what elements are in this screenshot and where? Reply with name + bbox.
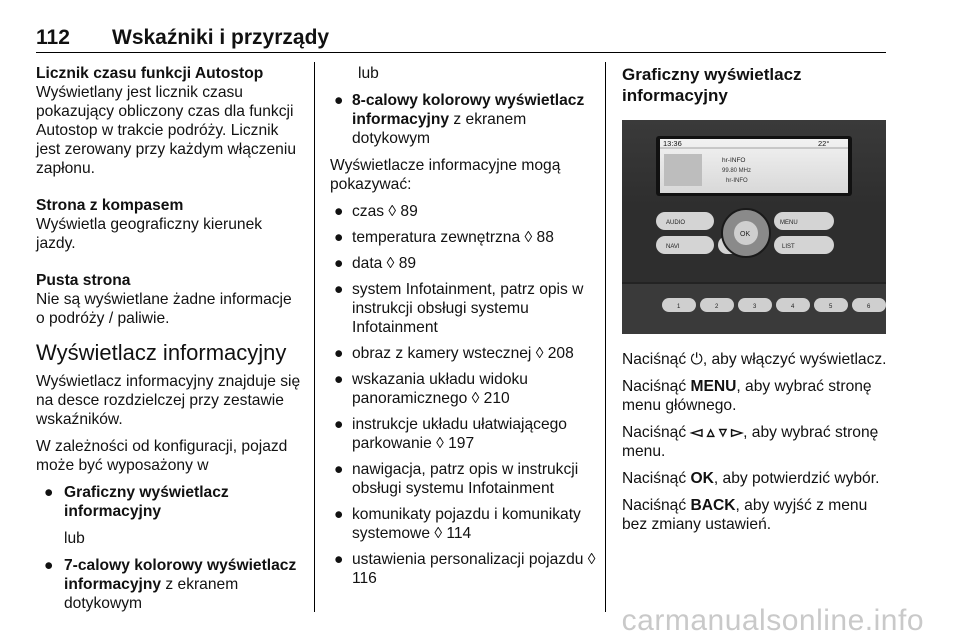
dashboard-illustration — [622, 120, 886, 334]
list-item: ● wskazania układu widoku panoramicznego ◊ 210 — [334, 371, 528, 407]
list-item: ● czas ◊ 89 — [334, 203, 418, 220]
display-capabilities-intro: Wyświetlacze informacyjne mogą pokazywać: — [330, 157, 561, 193]
arrow-keys-icon: ◅ ▵ ▿ ▻ — [690, 424, 744, 441]
or-text: lub — [358, 65, 379, 82]
autostop-heading: Licznik czasu funkcji Autostop — [36, 65, 264, 82]
info-display-variants-intro: W zależności od konfiguracji, pojazd może być wyposażony w — [36, 438, 288, 474]
page-title: Wskaźniki i przyrządy — [112, 26, 330, 49]
column-divider-1 — [314, 62, 315, 612]
compass-heading: Strona z kompasem — [36, 197, 184, 214]
preset-label: 2 — [715, 304, 719, 310]
preset-label: 1 — [677, 304, 681, 310]
variant-list-2 — [36, 556, 304, 613]
info-display-location: Wyświetlacz informacyjny znajduje się na desce rozdzielczej przy zestawie wskaźników. — [36, 373, 301, 428]
svg-text:MENU: MENU — [780, 220, 798, 226]
svg-text:AUDIO: AUDIO — [666, 220, 686, 226]
screen-line3: hr-INFO — [726, 178, 748, 184]
menu-instruction: Naciśnąć MENU, aby wybrać stronę menu głównego. — [622, 378, 872, 414]
bullet-icon: ● — [334, 255, 344, 272]
list-item: ● Graficzny wyświetlacz informacyjny — [44, 484, 229, 520]
preset-label: 6 — [867, 304, 871, 310]
list-item: ● 8-calowy kolorowy wyświetlacz informacyjny z ekranem dotykowym — [334, 92, 585, 147]
bullet-icon: ● — [334, 551, 344, 568]
bullet-icon: ● — [334, 345, 344, 362]
section-title: Wyświetlacz informacyjny — [36, 340, 287, 365]
empty-page-heading: Pusta strona — [36, 272, 131, 289]
screen-line1: hr-INFO — [722, 157, 746, 164]
header-rule — [36, 52, 886, 53]
bullet-icon: ● — [334, 461, 344, 478]
nav-button — [656, 236, 714, 254]
back-instruction: Naciśnąć BACK, aby wyjść z menu bez zmiany ustawień. — [622, 497, 868, 533]
bullet-icon: ● — [334, 92, 344, 109]
screen-line2: 99.80 MHz — [722, 168, 752, 174]
bullet-icon: ● — [334, 506, 344, 523]
bullet-icon: ● — [334, 416, 344, 433]
column-2 — [330, 64, 596, 596]
or-text: lub — [64, 530, 85, 547]
list-item: ● temperatura zewnętrzna ◊ 88 — [334, 229, 554, 246]
list-item: ● 7-calowy kolorowy wyświetlacz informacyjny z ekranem dotykowym — [44, 557, 297, 612]
svg-text:LIST: LIST — [782, 244, 795, 250]
variant-list — [36, 483, 304, 521]
ok-instruction: Naciśnąć OK, aby potwierdzić wybór. — [622, 470, 880, 487]
empty-page-text: Nie są wyświetlane żadne informacje o podróży / paliwie. — [36, 291, 292, 327]
bullet-icon: ● — [44, 484, 54, 501]
bullet-icon: ● — [334, 281, 344, 298]
autostop-text: Wyświetlany jest licznik czasu pokazujący obliczony czas dla funkcji Autostop w trakcie podróży. Licznik jest zerowany przy każdym włączeniu zapłonu. — [36, 84, 296, 177]
bullet-icon: ● — [334, 203, 344, 220]
column-1 — [36, 64, 304, 621]
power-instruction: Naciśnąć ⏻, aby włączyć wyświetlacz. — [622, 351, 887, 368]
bullet-icon: ● — [44, 557, 54, 574]
preset-label: 3 — [753, 304, 757, 310]
compass-text: Wyświetla geograficzny kierunek jazdy. — [36, 216, 263, 252]
column-3 — [622, 64, 890, 542]
watermark: carmanualsonline.info — [621, 604, 924, 637]
preset-label: 5 — [829, 304, 833, 310]
back-key: BACK — [690, 497, 736, 514]
screen-time: 13:36 — [663, 139, 682, 148]
variant-list-3 — [330, 91, 596, 148]
ok-key: OK — [690, 470, 714, 487]
preset-label: 4 — [791, 304, 795, 310]
list-item: ● data ◊ 89 — [334, 255, 417, 272]
list-item: ● instrukcje układu ułatwiającego parkowanie ◊ 197 — [334, 416, 567, 452]
svg-text:OK: OK — [740, 231, 751, 238]
list-item: ● system Infotainment, patrz opis w instrukcji obsługi systemu Infotainment — [334, 281, 584, 336]
list-item: ● komunikaty pojazdu i komunikaty systemowe ◊ 114 — [334, 506, 581, 542]
capabilities-list — [330, 202, 596, 588]
arrows-instruction: Naciśnąć ◅ ▵ ▿ ▻, aby wybrać stronę menu. — [622, 424, 879, 460]
screen-temp: 22° — [818, 139, 830, 148]
graphic-display-heading: Graficzny wyświetlacz informacyjny — [622, 65, 802, 105]
bullet-icon: ● — [334, 371, 344, 388]
column-divider-2 — [605, 62, 606, 612]
list-item: ● nawigacja, patrz opis w instrukcji obsługi systemu Infotainment — [334, 461, 579, 497]
menu-key: MENU — [690, 378, 737, 395]
power-icon: ⏻ — [690, 351, 703, 368]
list-item: ● obraz z kamery wstecznej ◊ 208 — [334, 345, 574, 362]
bullet-icon: ● — [334, 229, 344, 246]
page-number: 112 — [36, 26, 70, 49]
svg-text:NAVI: NAVI — [666, 244, 680, 250]
list-item: ● ustawienia personalizacji pojazdu ◊ 116 — [334, 551, 596, 587]
graphic-info-display-photo — [622, 120, 886, 334]
